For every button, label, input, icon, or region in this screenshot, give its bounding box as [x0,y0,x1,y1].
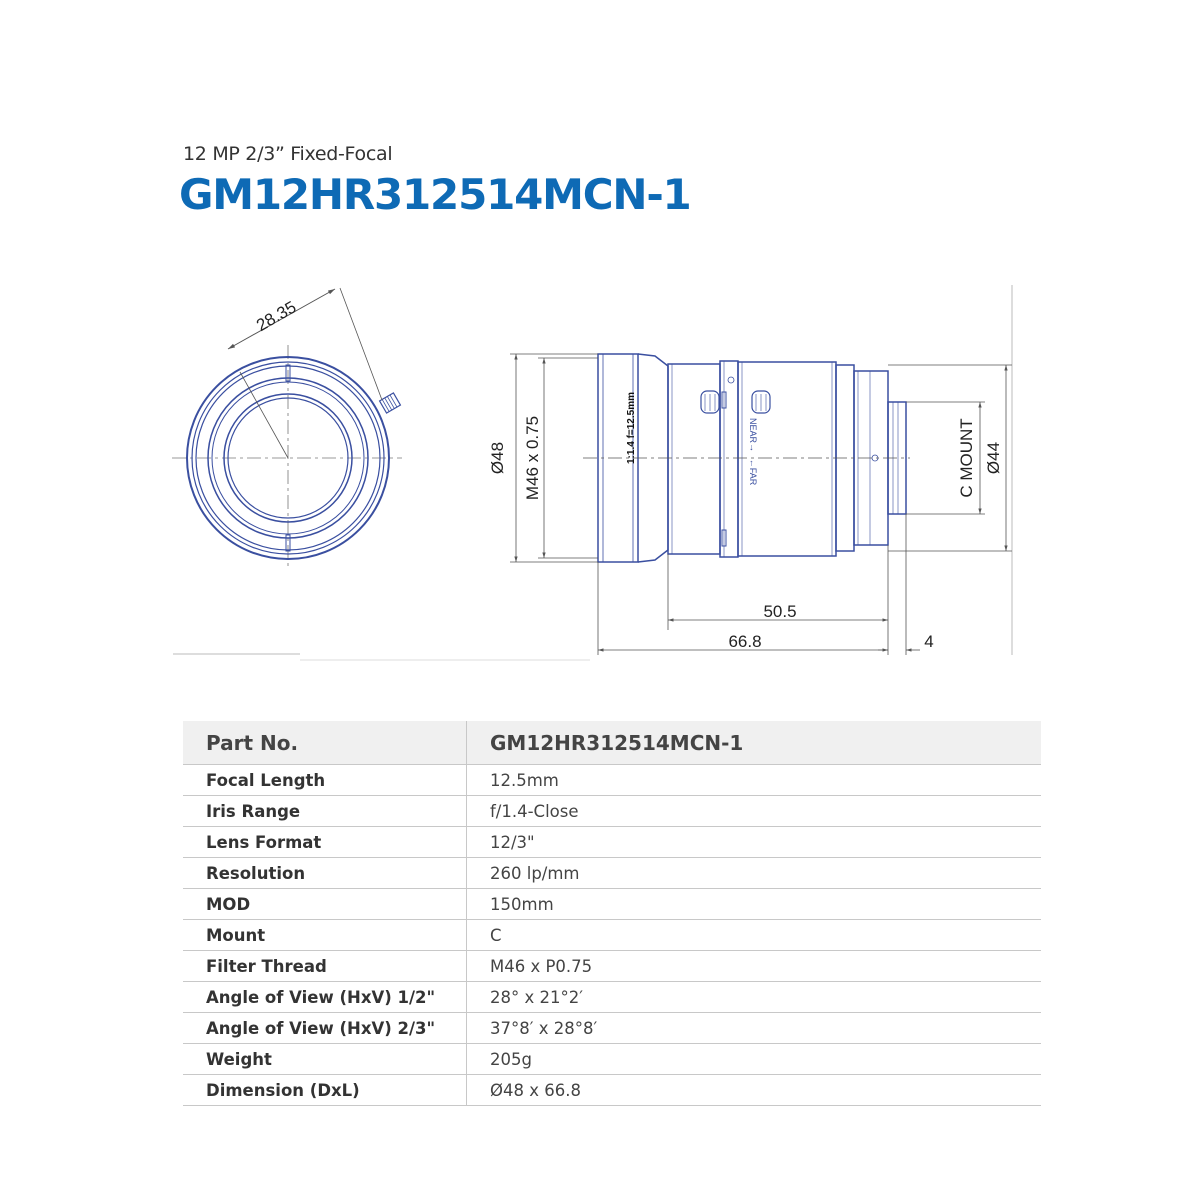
spec-label: Angle of View (HxV) 1/2" [183,982,467,1013]
spec-value: 150mm [467,889,1042,920]
spec-value: M46 x P0.75 [467,951,1042,982]
barrel-length-label: 50.5 [763,602,797,621]
spec-label: Weight [183,1044,467,1075]
table-row [183,858,1041,889]
spec-value: 12.5mm [467,765,1042,796]
spec-table [183,721,1041,1106]
spec-label: MOD [183,889,467,920]
flange-label: 4 [924,632,934,651]
spec-value: 260 lp/mm [467,858,1042,889]
spec-header-row [183,721,1041,765]
spec-value: Ø48 x 66.8 [467,1075,1042,1106]
product-subtitle: 12 MP 2/3” Fixed-Focal [183,143,393,165]
table-row [183,982,1041,1013]
spec-label: Iris Range [183,796,467,827]
spec-label: Mount [183,920,467,951]
table-row [183,796,1041,827]
spec-label: Lens Format [183,827,467,858]
spec-label: Resolution [183,858,467,889]
spec-header-label: Part No. [183,721,467,765]
table-row [183,827,1041,858]
spec-value: f/1.4-Close [467,796,1042,827]
spec-label: Filter Thread [183,951,467,982]
spec-label: Dimension (DxL) [183,1075,467,1106]
front-view [172,288,402,570]
front-dim-label: 28.35 [253,297,300,336]
dia-mount-label: Ø44 [984,441,1003,475]
near-label: NEAR→ [748,417,758,453]
table-row [183,1013,1041,1044]
total-length-label: 66.8 [728,632,762,651]
table-row [183,889,1041,920]
spec-value: C [467,920,1042,951]
table-row [183,1075,1041,1106]
dia-outer-label: Ø48 [488,441,507,475]
filter-thread-label: M46 x 0.75 [523,415,542,501]
far-label: ←FAR [748,458,758,486]
spec-value: 12/3" [467,827,1042,858]
spec-value: 37°8′ x 28°8′ [467,1013,1042,1044]
part-number-title: GM12HR312514MCN-1 [179,170,691,219]
table-row [183,1044,1041,1075]
spec-value: 28° x 21°2′ [467,982,1042,1013]
table-row [183,951,1041,982]
spec-label: Angle of View (HxV) 2/3" [183,1013,467,1044]
barrel-marking: 1:1.4 f=12.5mm [626,392,637,464]
lock-screw [380,393,401,413]
spec-value: 205g [467,1044,1042,1075]
mount-label: C MOUNT [957,418,976,498]
table-row [183,765,1041,796]
table-row [183,920,1041,951]
spec-label: Focal Length [183,765,467,796]
spec-header-value: GM12HR312514MCN-1 [467,721,1042,765]
